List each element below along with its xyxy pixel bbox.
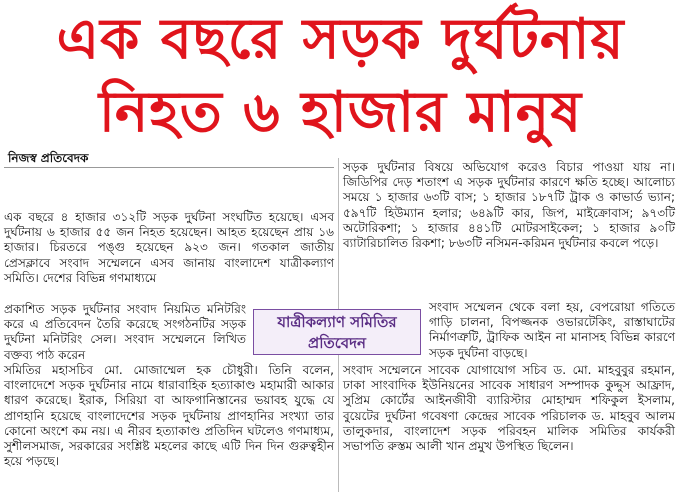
byline-divider xyxy=(4,167,334,168)
article-paragraph-right-3 xyxy=(343,363,675,454)
article-paragraph-left-2 xyxy=(4,302,246,363)
headline-line-1: এক বছরে সড়ক দুর্ঘটনায় xyxy=(56,7,625,72)
paragraph-text: সংবাদ সম্মেলনে সাবেক যোগাযোগ সচিব ড. মো. মাহবুবুর রহমান, ঢাকা সাংবাদিক ইউনিয়নের সাবেক সাধারণ সম্পাদক কুদ্দুস আফ্রাদ, সুপ্রিম কোর্টের আইনজীবী ব্যারিস্টার মোহাম্মদ শফিকুল ইসলাম, বুয়েটের দুর্ঘটনা গবেষণা কেন্দ্রের সাবেক পরিচালক ড. মাহবুব আলম তালুকদার, বাংলাদেশ সড়ক পরিবহন মালিক সমিতির কার্যকরী সভাপতি রুস্তম আলী খান প্রমুখ উপস্থিত ছিলেন। xyxy=(343,363,675,454)
paragraph-text: সমিতির মহাসচিব মো. মোজাম্মেল হক চৌধুরী। তিনি বলেন, বাংলাদেশে সড়ক দুর্ঘটনার নামে ধারাবাহিক হত্যাকাণ্ড মহামারী আকার ধারণ করেছে। ইরাক, সিরিয়া বা আফগানিস্তানের ভয়াবহ যুদ্ধে যে প্রাণহানি হয়েছে বাংলাদেশের সড়ক দুর্ঘটনায় প্রাণহানির সংখ্যা তার কোনো অংশে কম নয়। এ নীরব হত্যাকাণ্ড প্রতিদিন ঘটলেও গণমাধ্যম, সুশীলসমাজ, সরকারের সংশ্লিষ্ট মহলের কাছে এটি দিন দিন গুরুত্বহীন হয়ে পড়ছে। xyxy=(4,363,334,469)
paragraph-text: সংবাদ সম্মেলন থেকে বলা হয়, বেপরোয়া গতিতে গাড়ি চালনা, বিপজ্জনক ওভারটেকিং, রাস্তাঘাটের নির্মাণত্রুটি, ট্রাফিক আইন না মানাসহ বিভিন্ন কারণে সড়ক দুর্ঘটনা বাড়ছে। xyxy=(429,300,675,360)
paragraph-text: প্রকাশিত সড়ক দুর্ঘটনার সংবাদ নিয়মিত মনিটরিং করে এ প্রতিবেদন তৈরি করেছে সংগঠনটির সড়ক দুর্ঘটনা মনিটরিং সেল। সংবাদ সম্মেলনে লিখিত বক্তব্য পাঠ করেন xyxy=(4,302,246,362)
article-paragraph-left-1 xyxy=(4,210,334,286)
pull-quote-line-2: প্রতিবেদন xyxy=(308,334,366,352)
article-paragraph-left-3 xyxy=(4,363,334,469)
pull-quote-box xyxy=(253,309,421,355)
article-paragraph-right-1 xyxy=(343,160,675,251)
article-paragraph-right-2 xyxy=(429,300,675,361)
byline: নিজস্ব প্রতিবেদক xyxy=(8,151,89,165)
headline-line-2: নিহত ৬ হাজার মানুষ xyxy=(98,80,583,145)
paragraph-text: এক বছরে ৪ হাজার ৩১২টি সড়ক দুর্ঘটনা সংঘটিত হয়েছে। এসব দুর্ঘটনায় ৬ হাজার ৫৫ জন নিহত হয়েছেন। আহত হয়েছেন প্রায় ১৬ হাজার। চিরতরে পঙ্গু হয়েছেন ৯২৩ জন। গতকাল জাতীয় প্রেসক্লাবে সংবাদ সম্মেলনে এসব জানায় বাংলাদেশ যাত্রীকল্যাণ সমিতি। দেশের বিভিন্ন গণমাধ্যমে xyxy=(4,210,334,285)
paragraph-text: সড়ক দুর্ঘটনার বিষয়ে অভিযোগ করেও বিচার পাওয়া যায় না। জিডিপির দেড় শতাংশ এ সড়ক দুর্ঘটনার কারণে ক্ষতি হচ্ছে। আলোচ্য সময়ে ১ হাজার ৬৩টি বাস; ১ হাজার ১৮৭টি ট্রাক ও কাভার্ড ভ্যান; ৫৯৭টি হিউম্যান হলার; ৬৪৯টি কার, জিপ, মাইক্রোবাস; ৯৭৩টি অটোরিকশা; ১ হাজার ৪৪১টি মোটরসাইকেল; ১ হাজার ৯০টি ব্যাটারিচালিত রিকশা; ৮৬৩টি নসিমন-করিমন দুর্ঘটনার কবলে পড়ে। xyxy=(343,160,675,251)
pull-quote-line-1: যাত্রীকল্যাণ সমিতির xyxy=(277,313,397,331)
